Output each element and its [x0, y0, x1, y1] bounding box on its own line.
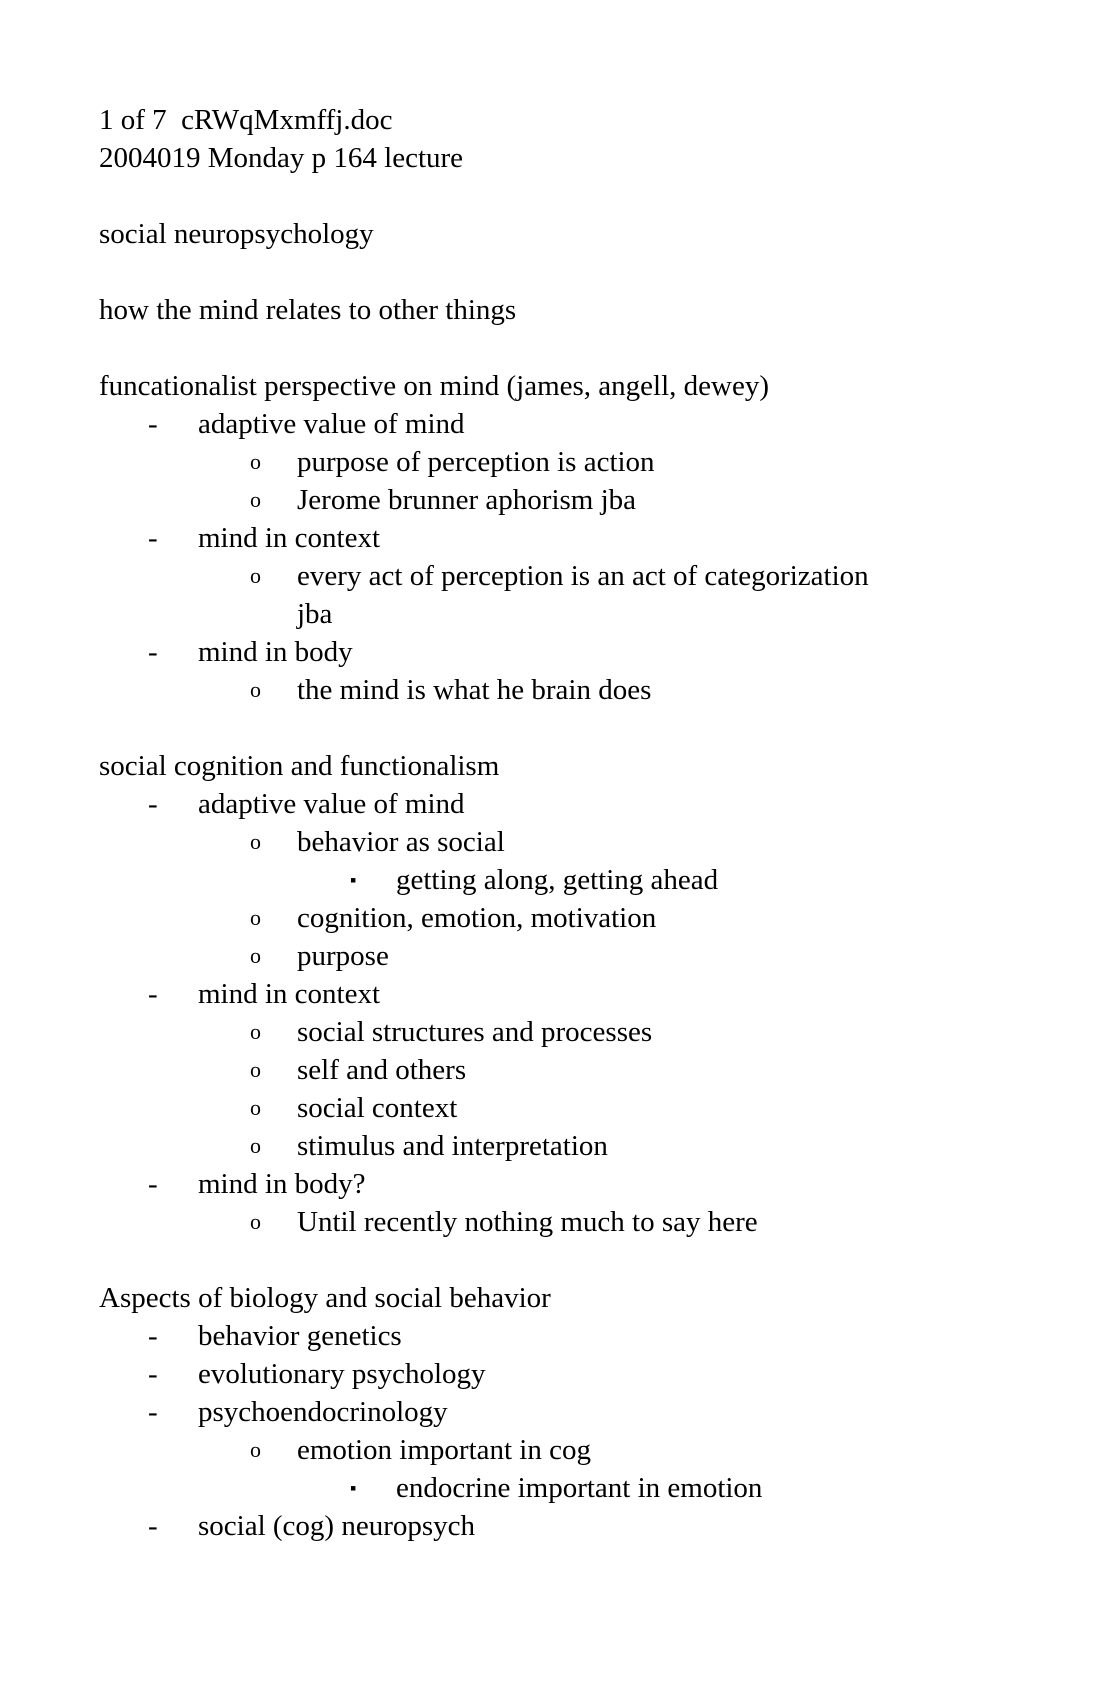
list-item-text: self and others: [297, 1054, 467, 1086]
circle-bullet-icon: o: [250, 1133, 261, 1158]
circle-bullet-icon: o: [250, 943, 261, 968]
list-item-text: every act of perception is an act of categorization: [297, 560, 869, 592]
list-item-text: social structures and processes: [297, 1016, 653, 1048]
dash-bullet-icon: -: [148, 1358, 158, 1390]
list-item-text: mind in context: [198, 522, 381, 554]
list-item-text: social (cog) neuropsych: [198, 1510, 476, 1542]
heading-text: social cognition and functionalism: [99, 750, 500, 782]
dash-bullet-icon: -: [148, 1320, 158, 1352]
circle-bullet-icon: o: [250, 1019, 261, 1044]
heading-text: Aspects of biology and social behavior: [99, 1282, 551, 1314]
list-item-text: purpose: [297, 940, 389, 972]
dash-bullet-icon: -: [148, 522, 158, 554]
circle-bullet-icon: o: [250, 563, 261, 588]
list-item-text: evolutionary psychology: [198, 1358, 486, 1390]
list-item-text: mind in body: [198, 636, 353, 668]
list-item-text: psychoendocrinology: [198, 1396, 448, 1428]
dash-bullet-icon: -: [148, 636, 158, 668]
circle-bullet-icon: o: [250, 1209, 261, 1234]
list-item-text: mind in context: [198, 978, 381, 1010]
circle-bullet-icon: o: [250, 1095, 261, 1120]
filename: cRWqMxmffj.doc: [181, 104, 393, 136]
page-indicator: 1 of 7 cRWqMxmffj.doc: [99, 104, 393, 136]
circle-bullet-icon: o: [250, 449, 261, 474]
circle-bullet-icon: o: [250, 677, 261, 702]
list-item-text: cognition, emotion, motivation: [297, 902, 657, 934]
list-item-text: social context: [297, 1092, 458, 1124]
circle-bullet-icon: o: [250, 905, 261, 930]
dash-bullet-icon: -: [148, 408, 158, 440]
list-item-text: behavior as social: [297, 826, 505, 858]
list-item-text: jba: [297, 598, 333, 630]
list-item-text: adaptive value of mind: [198, 788, 465, 820]
list-item-text: emotion important in cog: [297, 1434, 591, 1466]
heading-text: funcationalist perspective on mind (james, angell, dewey): [99, 370, 770, 402]
heading-text: social neuropsychology: [99, 218, 374, 250]
date-line: 2004019 Monday p 164 lecture: [99, 142, 464, 174]
circle-bullet-icon: o: [250, 487, 261, 512]
list-item-text: getting along, getting ahead: [396, 864, 719, 896]
heading-text: how the mind relates to other things: [99, 294, 517, 326]
circle-bullet-icon: o: [250, 829, 261, 854]
list-item-text: mind in body?: [198, 1168, 366, 1200]
circle-bullet-icon: o: [250, 1437, 261, 1462]
list-item-text: adaptive value of mind: [198, 408, 465, 440]
list-item-text: Jerome brunner aphorism jba: [297, 484, 637, 516]
list-item-text: behavior genetics: [198, 1320, 402, 1352]
square-bullet-icon: ▪: [350, 1478, 357, 1498]
list-item-text: purpose of perception is action: [297, 446, 655, 478]
list-item-text: the mind is what he brain does: [297, 674, 652, 706]
list-item-text: endocrine important in emotion: [396, 1472, 763, 1504]
list-item-text: stimulus and interpretation: [297, 1130, 608, 1162]
dash-bullet-icon: -: [148, 978, 158, 1010]
dash-bullet-icon: -: [148, 788, 158, 820]
dash-bullet-icon: -: [148, 1396, 158, 1428]
dash-bullet-icon: -: [148, 1510, 158, 1542]
dash-bullet-icon: -: [148, 1168, 158, 1200]
list-item-text: Until recently nothing much to say here: [297, 1206, 758, 1238]
circle-bullet-icon: o: [250, 1057, 261, 1082]
square-bullet-icon: ▪: [350, 870, 357, 890]
